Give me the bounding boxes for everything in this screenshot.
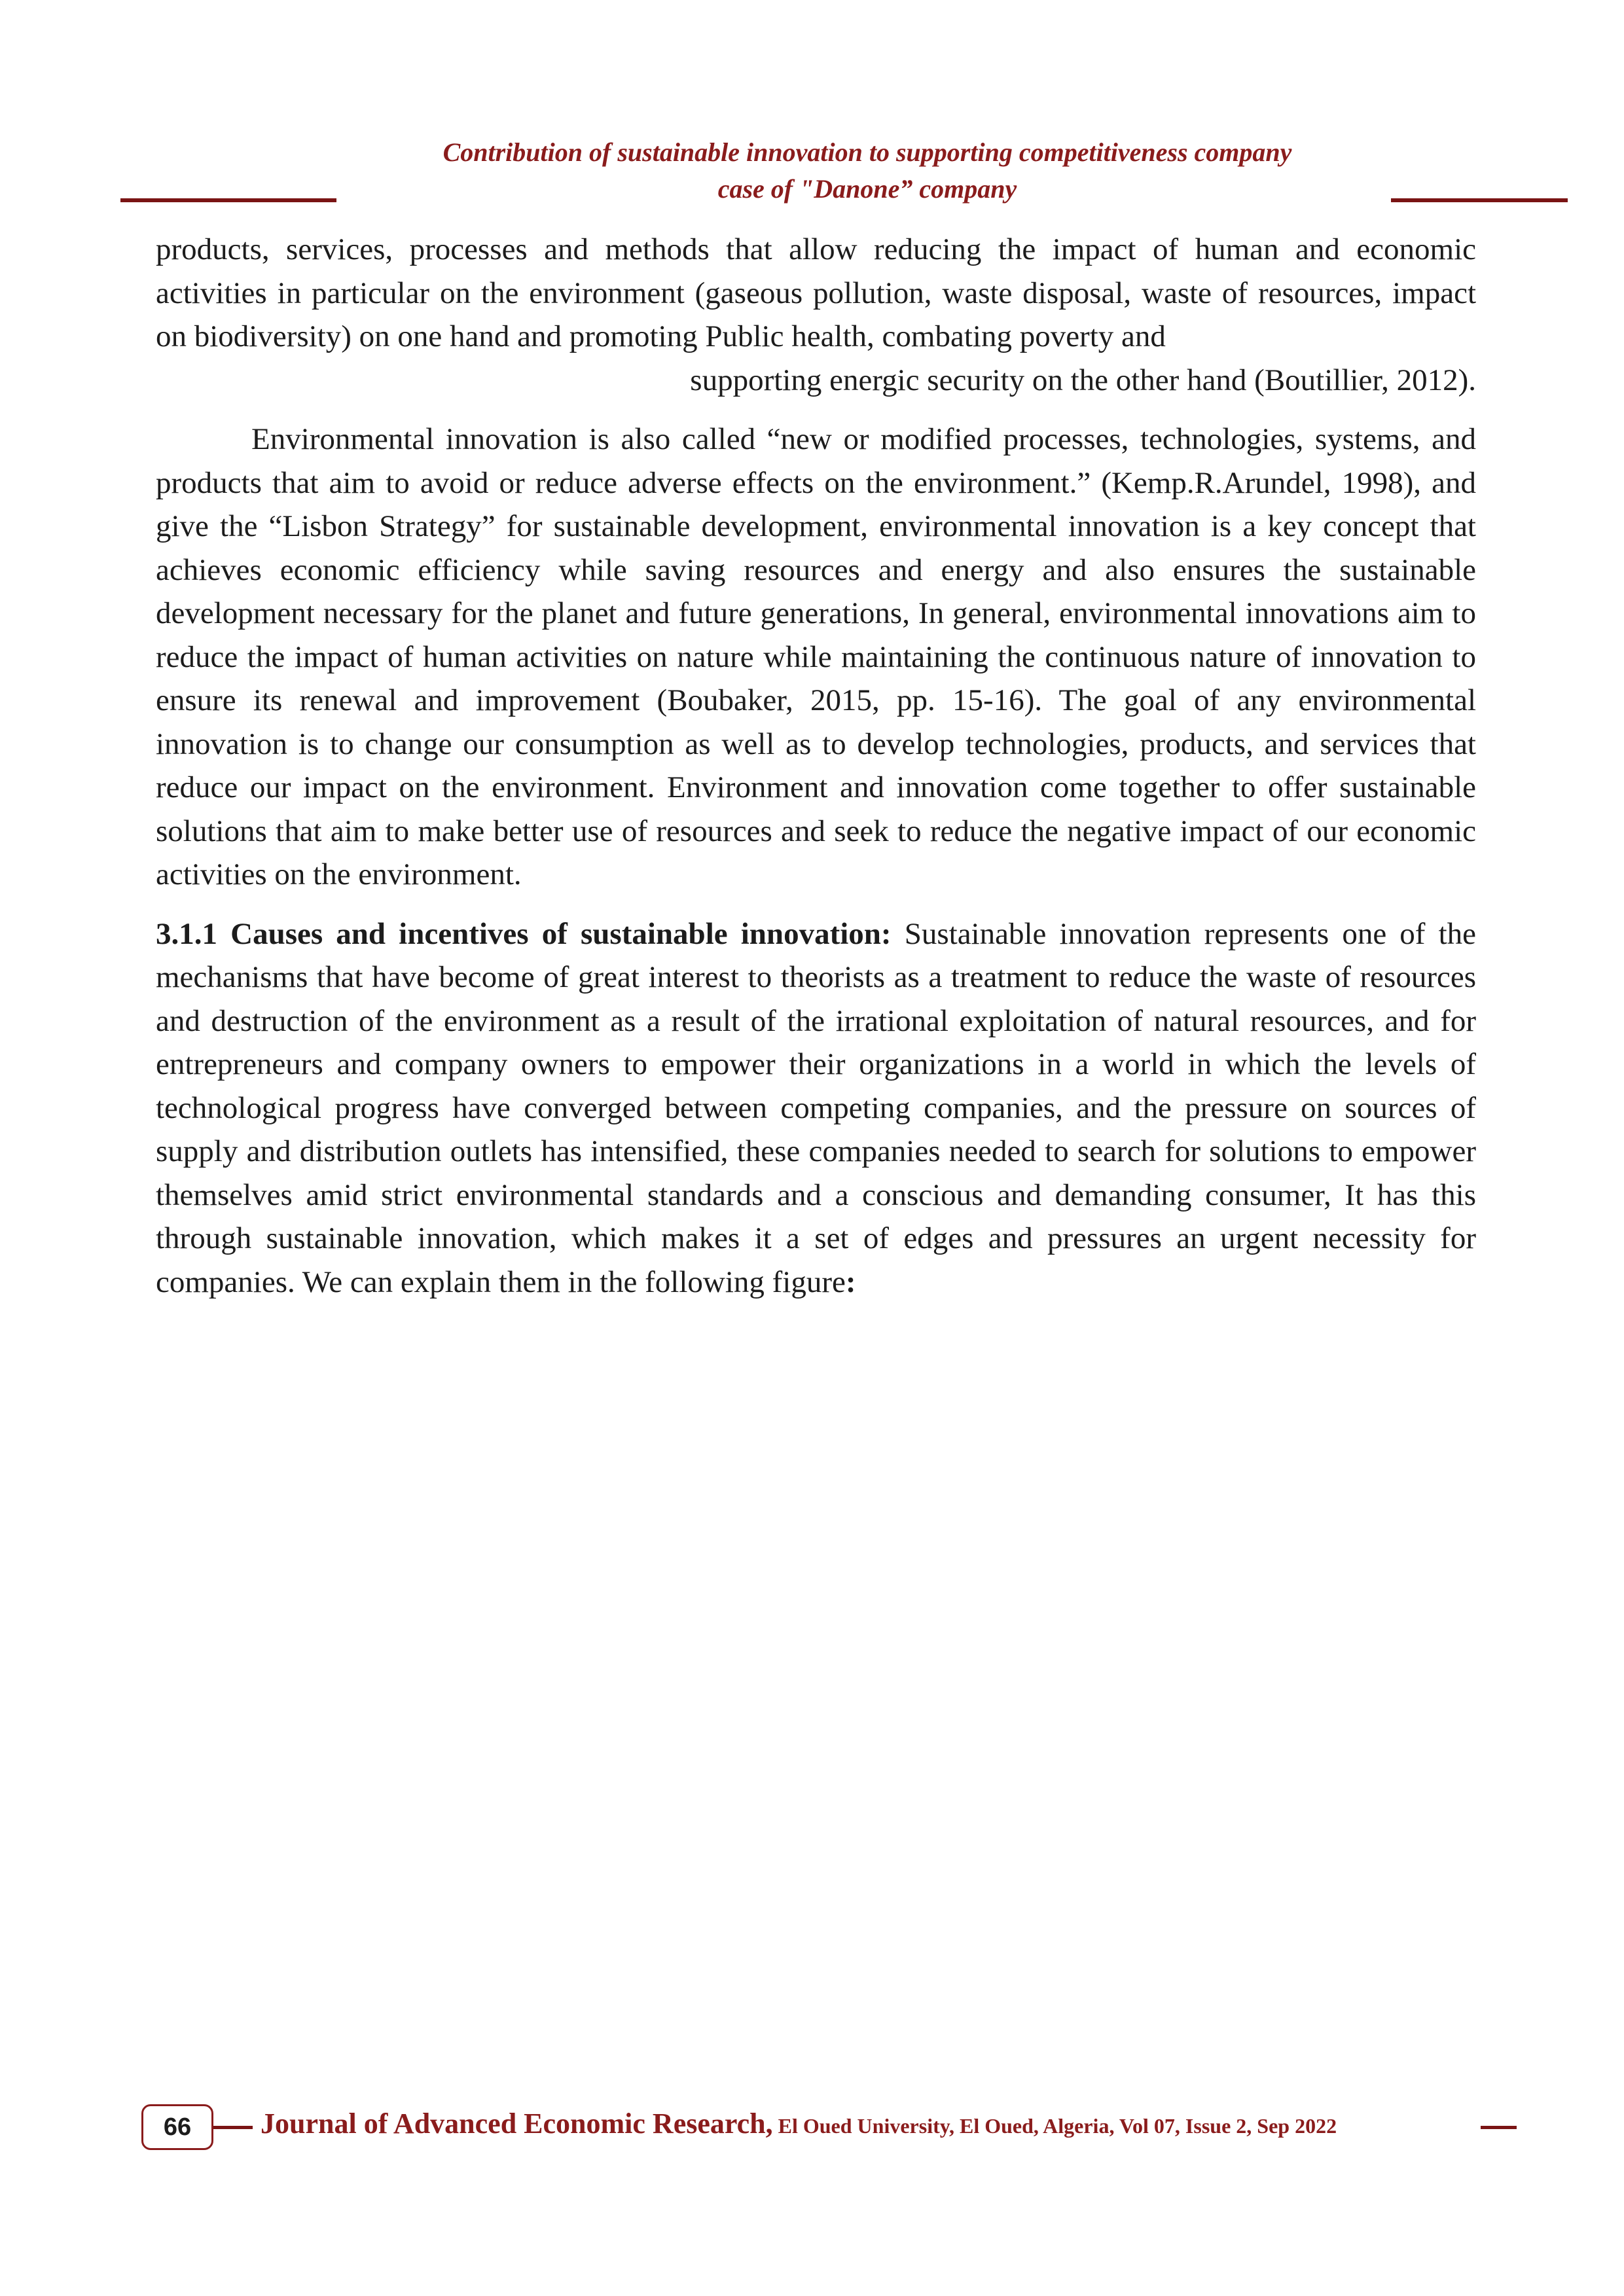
paragraph-1-last-line: supporting energic security on the other hand (Boutillier, 2012). — [690, 363, 1476, 397]
footer-citation — [261, 2107, 1337, 2140]
paragraph-3 — [156, 912, 1476, 1304]
section-heading: 3.1.1 Causes and incentives of sustainable innovation: — [156, 916, 892, 951]
paragraph-2: Environmental innovation is also called “new or modified processes, technologies, systems, and products that aim to avoid or reduce adverse effects on the environment.” (Kemp.R.Arundel, 1998), and give the “Lisbon Strategy” for sustainable development, environmental innovation is a key concept that achieves economic efficiency while saving resources and energy and also ensures the sustainable development necessary for the planet and future generations, In general, environmental innovations aim to reduce the impact of human activities on nature while maintaining the continuous nature of innovation to ensure its renewal and improvement (Boubaker, 2015, pp. 15-16). The goal of any environmental innovation is to change our consumption as well as to develop technologies, products, and services that reduce our impact on the environment. Environment and innovation come together to offer sustainable solutions that aim to make better use of resources and seek to reduce the negative impact of our economic activities on the environment. — [156, 422, 1476, 891]
header-title-line-1: Contribution of sustainable innovation to supporting competitiveness company — [442, 137, 1292, 167]
paragraph-1-text: products, services, processes and methods that allow reducing the impact of human and economic activities in particular on the environment (gaseous pollution, waste disposal, waste of resources, impact on biodiversity) on one hand and promoting Public health, combating poverty and — [156, 232, 1476, 353]
journal-name: Journal of Advanced Economic Research, — [261, 2108, 773, 2140]
header-title-line-2: case of "Danone” company — [717, 174, 1017, 204]
footer-dash-right — [1481, 2126, 1517, 2129]
header-rule-left — [120, 198, 336, 202]
journal-info: El Oued University, El Oued, Algeria, Vol 07, Issue 2, Sep 2022 — [772, 2114, 1337, 2138]
page-number: 66 — [141, 2104, 213, 2150]
header-rule-right — [1391, 198, 1568, 202]
article-body — [156, 228, 1476, 1304]
paragraph-3-end: : — [845, 1265, 856, 1299]
page-footer — [0, 2104, 1624, 2157]
footer-dash-left — [213, 2126, 253, 2129]
paragraph-1 — [156, 228, 1476, 402]
paragraph-3-text: Sustainable innovation represents one of the mechanisms that have become of great interest to theorists as a treatment to reduce the waste of resources and destruction of the environment as a result of the irrational exploitation of natural resources, and for entrepreneurs and company owners to empower their organizations in a world in which the levels of technological progress have converged between competing companies, and the pressure on sources of supply and distribution outlets has intensified, these companies needed to search for solutions to empower themselves amid strict environmental standards and a conscious and demanding consumer, It has this through sustainable innovation, which makes it a set of edges and pressures an urgent necessity for companies. We can explain them in the following figure — [156, 916, 1476, 1299]
